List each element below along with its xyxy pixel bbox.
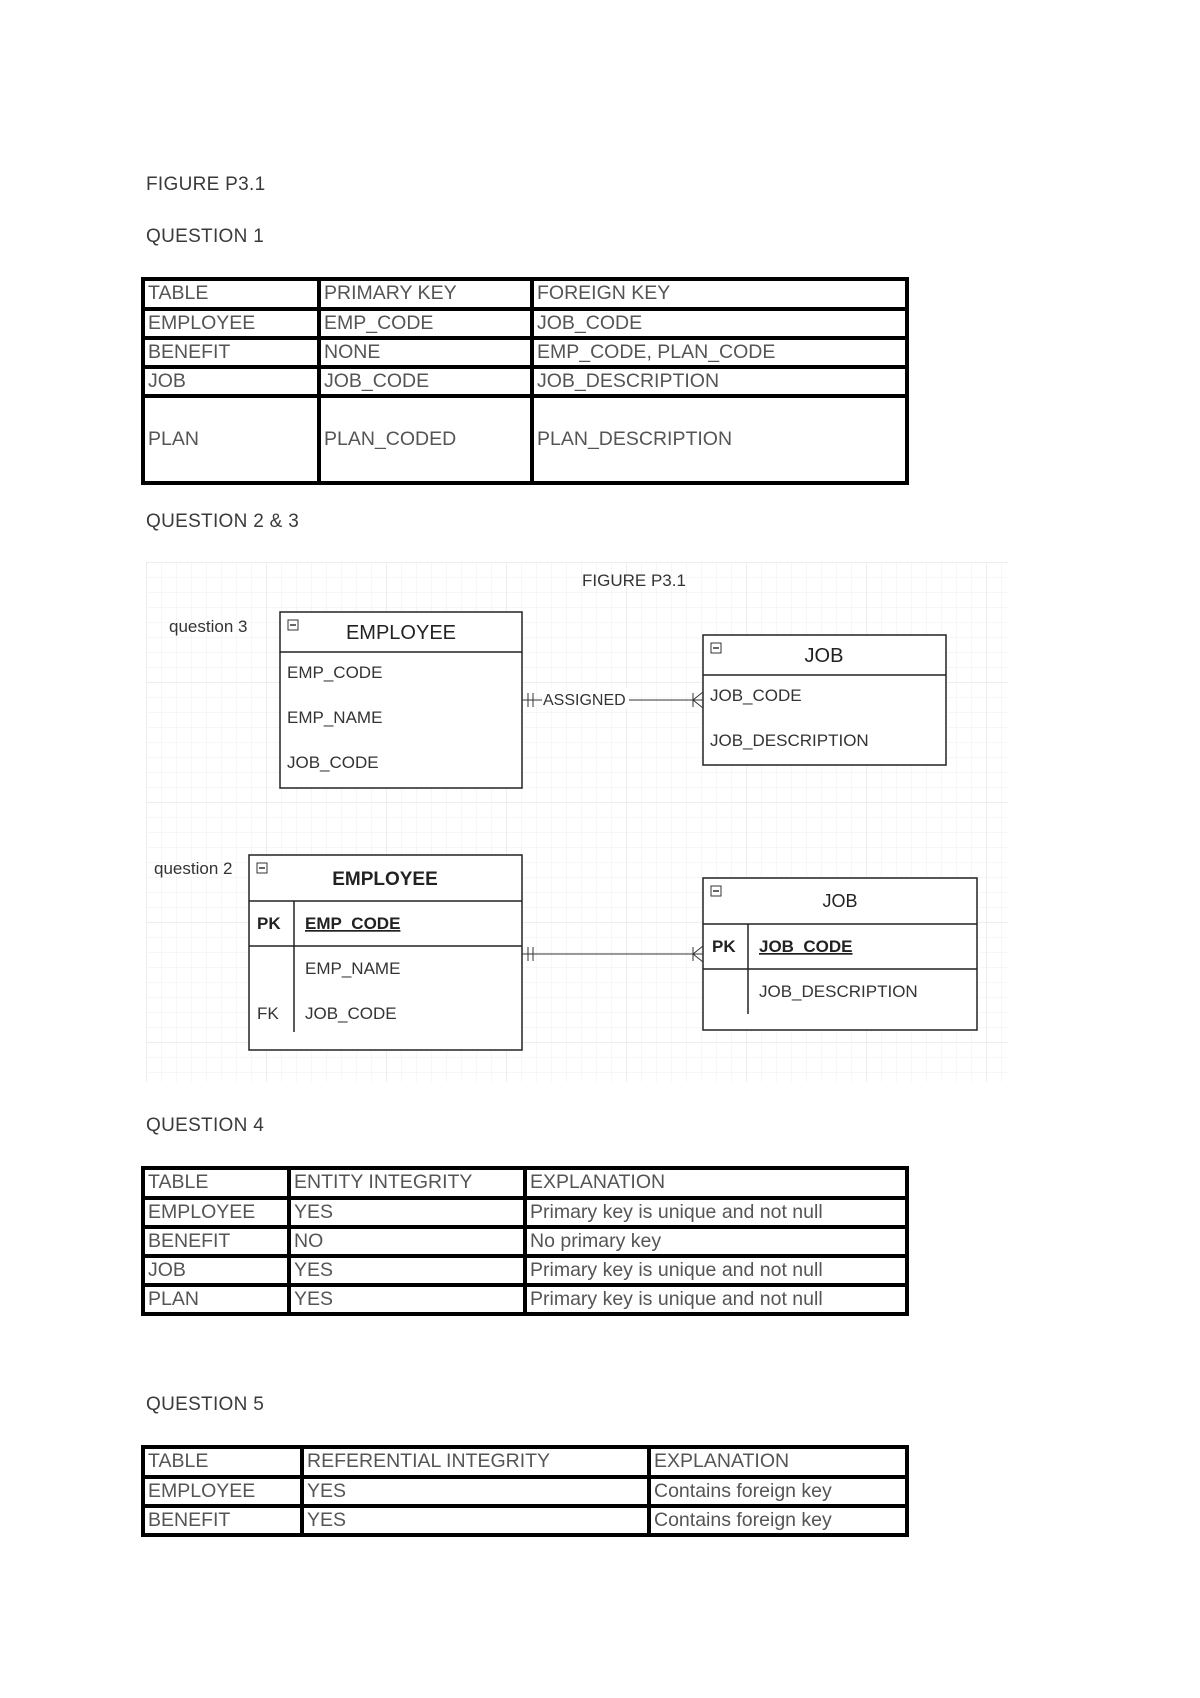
entity-title: JOB: [804, 645, 844, 667]
entity-title: JOB: [822, 891, 858, 911]
table-cell: BENEFIT: [143, 338, 319, 367]
entity-attribute: JOB_DESCRIPTION: [710, 731, 869, 750]
entity-attribute: JOB_CODE: [710, 686, 802, 705]
table-row: [143, 309, 907, 338]
table-cell: YES: [302, 1506, 649, 1535]
table-cell: YES: [302, 1477, 649, 1506]
question-1-heading: QUESTION 1: [146, 226, 265, 247]
table-row: [143, 1198, 907, 1227]
foreign-key-attribute: JOB_CODE: [305, 1004, 397, 1023]
entity-attribute: EMP_NAME: [305, 959, 401, 978]
er-diagram: [146, 562, 1008, 1082]
primary-key-attribute: EMP_CODE: [305, 914, 401, 933]
table-row: [143, 1506, 907, 1535]
question-1-table: [141, 277, 909, 485]
question-4-table: [141, 1166, 909, 1316]
table-cell: PRIMARY KEY: [319, 279, 532, 309]
table-cell: NO: [289, 1227, 525, 1256]
table-cell: YES: [289, 1285, 525, 1314]
table-cell: EMPLOYEE: [143, 1477, 302, 1506]
table-cell: PLAN_DESCRIPTION: [532, 396, 907, 483]
collapse-icon[interactable]: [288, 620, 298, 630]
primary-key-attribute: JOB_CODE: [759, 937, 853, 956]
table-row: [143, 1256, 907, 1285]
entity-title: EMPLOYEE: [345, 622, 457, 644]
pk-tag: PK: [712, 937, 736, 956]
figure-label: FIGURE P3.1: [146, 174, 266, 195]
entity-title: EMPLOYEE: [332, 869, 438, 890]
table-cell: Contains foreign key: [649, 1506, 907, 1535]
table-cell: YES: [289, 1256, 525, 1285]
question-5-heading: QUESTION 5: [146, 1394, 265, 1415]
table-header-row: [143, 1168, 907, 1198]
table-cell: TABLE: [143, 1447, 302, 1477]
entity-attribute: JOB_DESCRIPTION: [759, 982, 918, 1001]
table-row: [143, 1477, 907, 1506]
table-cell: YES: [289, 1198, 525, 1227]
table-row: [143, 1227, 907, 1256]
table-cell: NONE: [319, 338, 532, 367]
q2-employee-entity: [249, 855, 522, 1050]
q3-job-entity: [703, 635, 946, 765]
table-cell: PLAN_CODED: [319, 396, 532, 483]
table-cell: EMP_CODE: [319, 309, 532, 338]
table-cell: PLAN: [143, 396, 319, 483]
diagram-figure-title: FIGURE P3.1: [582, 571, 686, 590]
table-row: [143, 338, 907, 367]
table-header-row: [143, 1447, 907, 1477]
table-cell: EXPLANATION: [649, 1447, 907, 1477]
table-cell: Primary key is unique and not null: [525, 1198, 907, 1227]
table-cell: EXPLANATION: [525, 1168, 907, 1198]
question-3-label: question 3: [169, 617, 248, 636]
collapse-icon[interactable]: [711, 886, 721, 896]
table-row: [143, 367, 907, 396]
table-cell: JOB: [143, 1256, 289, 1285]
table-row: [143, 396, 907, 483]
table-cell: EMPLOYEE: [143, 309, 319, 338]
relationship-label: ASSIGNED: [543, 692, 626, 709]
question-2-label: question 2: [154, 859, 233, 878]
table-cell: Primary key is unique and not null: [525, 1285, 907, 1314]
table-header-row: [143, 279, 907, 309]
table-cell: JOB_DESCRIPTION: [532, 367, 907, 396]
table-cell: REFERENTIAL INTEGRITY: [302, 1447, 649, 1477]
question-2-3-heading: QUESTION 2 & 3: [146, 511, 300, 532]
table-cell: TABLE: [143, 279, 319, 309]
table-cell: Contains foreign key: [649, 1477, 907, 1506]
entity-attribute: JOB_CODE: [287, 753, 379, 772]
question-5-table: [141, 1445, 909, 1537]
table-cell: JOB_CODE: [319, 367, 532, 396]
table-cell: PLAN: [143, 1285, 289, 1314]
table-row: [143, 1285, 907, 1314]
q3-employee-entity: [280, 612, 522, 788]
question-4-heading: QUESTION 4: [146, 1115, 265, 1136]
table-cell: ENTITY INTEGRITY: [289, 1168, 525, 1198]
table-cell: EMPLOYEE: [143, 1198, 289, 1227]
table-cell: BENEFIT: [143, 1506, 302, 1535]
table-cell: No primary key: [525, 1227, 907, 1256]
table-cell: TABLE: [143, 1168, 289, 1198]
table-cell: FOREIGN KEY: [532, 279, 907, 309]
table-cell: JOB_CODE: [532, 309, 907, 338]
fk-tag: FK: [257, 1004, 279, 1023]
entity-attribute: EMP_NAME: [287, 708, 383, 727]
table-cell: EMP_CODE, PLAN_CODE: [532, 338, 907, 367]
table-cell: Primary key is unique and not null: [525, 1256, 907, 1285]
table-cell: JOB: [143, 367, 319, 396]
entity-attribute: EMP_CODE: [287, 663, 383, 682]
table-cell: BENEFIT: [143, 1227, 289, 1256]
q2-job-entity: [703, 878, 977, 1030]
collapse-icon[interactable]: [711, 643, 721, 653]
pk-tag: PK: [257, 914, 281, 933]
collapse-icon[interactable]: [257, 863, 267, 873]
